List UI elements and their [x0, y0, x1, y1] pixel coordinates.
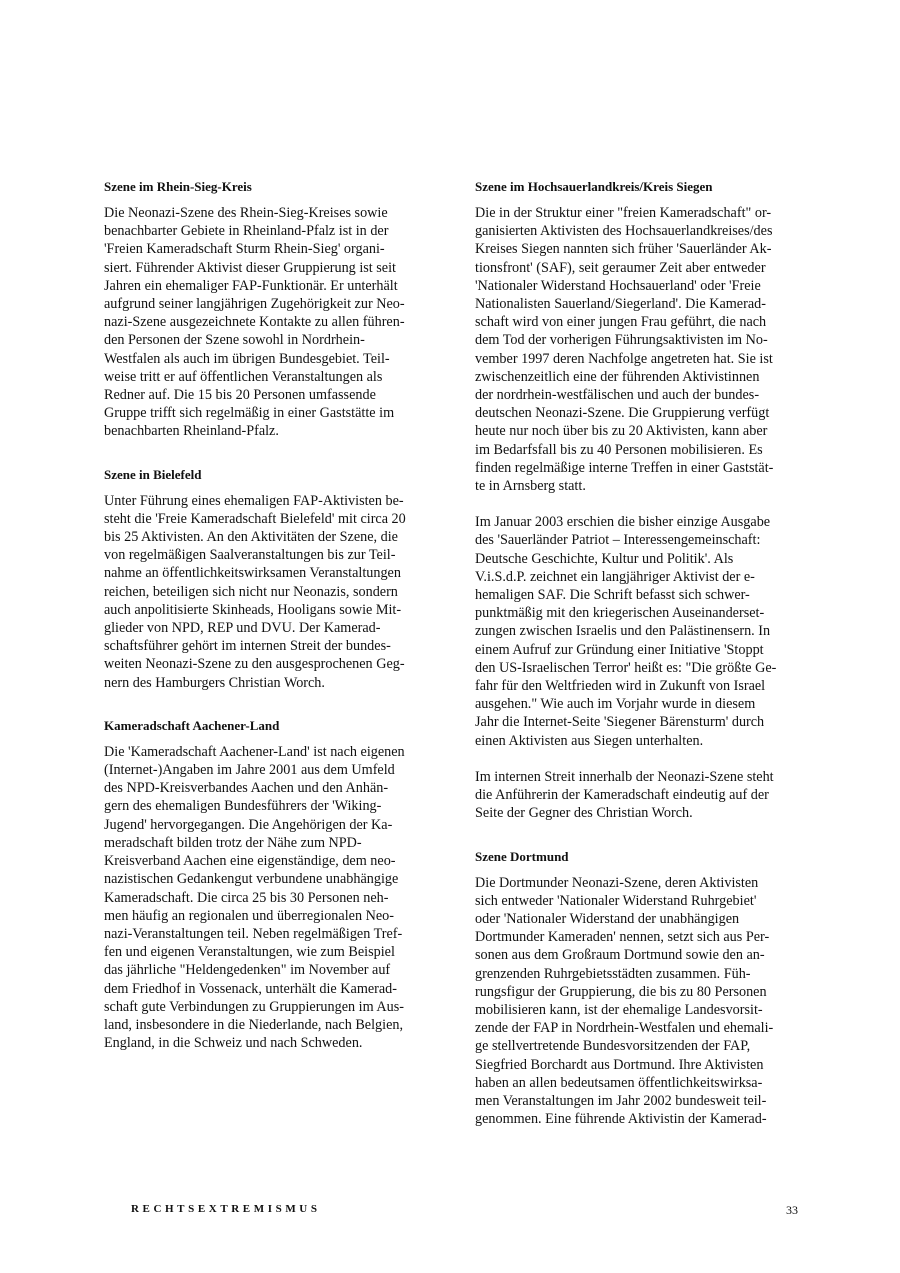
text-line: finden regelmäßige interne Treffen in einer Gaststät-: [475, 459, 774, 476]
text-line: den Personen der Szene sowohl in Nordrhein-: [104, 332, 365, 349]
text-line: zungen zwischen Israelis und den Palästinensern. In: [475, 623, 771, 640]
text-line: Redner auf. Die 15 bis 20 Personen umfassende: [104, 387, 376, 404]
text-line: men häufig an regionalen und überregionalen Neo-: [104, 907, 394, 924]
text-line: 'Nationaler Widerstand Hochsauerland' oder 'Freie: [475, 277, 761, 294]
text-line: England, in die Schweiz und nach Schweden.: [104, 1035, 363, 1052]
text-line: ganisierten Aktivisten des Hochsauerlandkreises/des: [475, 223, 773, 240]
text-line: oder 'Nationaler Widerstand der unabhängigen: [475, 910, 740, 927]
text-line: nern des Hamburgers Christian Worch.: [104, 674, 325, 691]
text-line: des 'Sauerländer Patriot – Interessengemeinschaft:: [475, 532, 761, 549]
text-line: Die Dortmunder Neonazi-Szene, deren Aktivisten: [475, 874, 759, 891]
text-line: Siegfried Borchardt aus Dortmund. Ihre Aktivisten: [475, 1056, 764, 1073]
text-line: Westfalen als auch im übrigen Bundesgebiet. Teil-: [104, 350, 390, 367]
text-line: men Veranstaltungen im Jahr 2002 bundesweit teil-: [475, 1092, 767, 1109]
text-line: von regelmäßigen Saalveranstaltungen bis zur Teil-: [104, 547, 396, 564]
text-line: nazi-Szene ausgezeichnete Kontakte zu allen führen-: [104, 314, 405, 331]
text-line: genommen. Eine führende Aktivistin der Kamerad-: [475, 1111, 767, 1128]
section: [104, 179, 426, 441]
text-line: Nationalisten Sauerland/Siegerland'. Die Kamerad-: [475, 296, 766, 313]
text-line: dem Tod der vorherigen Führungsaktivisten im No-: [475, 332, 768, 349]
page-number: 33: [786, 1203, 798, 1217]
text-line: gern des ehemaligen Bundesführers der 'Wiking-: [104, 798, 382, 815]
paragraph: [104, 492, 426, 692]
text-line: Jahren ein ehemaliger FAP-Funktionär. Er unterhält: [104, 277, 398, 294]
text-line: nazistischen Gedankengut verbundene unabhängige: [104, 871, 399, 888]
text-line: steht die 'Freie Kameradschaft Bielefeld' mit circa 20: [104, 510, 406, 527]
text-line: der nordrhein-westfälischen und auch der bundes-: [475, 387, 760, 404]
paragraph-spacer: [475, 495, 797, 513]
text-line: grenzenden Ruhrgebietsstädten zusammen. Füh-: [475, 965, 751, 982]
text-line: Im internen Streit innerhalb der Neonazi-Szene steht: [475, 768, 774, 785]
left-column: [104, 179, 426, 1052]
text-line: Unter Führung eines ehemaligen FAP-Aktivisten be-: [104, 492, 404, 509]
section-heading: Szene Dortmund: [475, 848, 569, 864]
text-line: weiten Neonazi-Szene zu den ausgesprochenen Geg-: [104, 656, 405, 673]
text-line: weise tritt er auf öffentlichen Veranstaltungen als: [104, 368, 383, 385]
text-line: reichen, beteiligen sich nicht nur Neonazis, sondern: [104, 583, 398, 600]
text-line: dem Friedhof in Vossenack, unterhält die Kamerad-: [104, 980, 397, 997]
paragraph: [475, 204, 797, 495]
text-line: Die Neonazi-Szene des Rhein-Sieg-Kreises sowie: [104, 205, 388, 221]
text-line: Kameradschaft. Die circa 25 bis 30 Personen neh-: [104, 889, 389, 906]
section: [475, 849, 797, 1129]
section: [475, 179, 797, 823]
text-line: Im Januar 2003 erschien die bisher einzige Ausgabe: [475, 514, 771, 531]
text-line: einem Aufruf zur Gründung einer Initiative 'Stoppt: [475, 641, 764, 658]
paragraph: [475, 513, 797, 750]
text-line: auch anpolitisierte Skinheads, Hooligans sowie Mit-: [104, 601, 402, 618]
text-line: siert. Führender Aktivist dieser Gruppierung ist seit: [104, 259, 396, 276]
text-line: rungsfigur der Gruppierung, die bis zu 80 Personen: [475, 983, 767, 1000]
text-line: punktmäßig mit den kriegerischen Auseinanderset-: [475, 605, 765, 622]
text-line: ge stellvertretende Bundesvorsitzenden der FAP,: [475, 1038, 751, 1055]
text-line: nahme an öffentlichkeitswirksamen Veranstaltungen: [104, 565, 401, 582]
text-line: land, insbesondere in die Niederlande, nach Belgien,: [104, 1016, 404, 1033]
text-line: fen und eigenen Veranstaltungen, wie zum Beispiel: [104, 944, 395, 961]
text-line: glieder von NPD, REP und DVU. Der Kamerad-: [104, 620, 381, 637]
section-spacer: [104, 441, 426, 467]
text-line: den US-Israelischen Terror' heißt es: "Die größte Ge-: [475, 659, 777, 676]
text-line: ausgehen." Wie auch im Vorjahr wurde in diesem: [475, 696, 756, 713]
text-line: te in Arnsberg statt.: [475, 478, 586, 495]
text-line: meradschaft bilden trotz der Nähe zum NPD-: [104, 834, 362, 851]
text-line: Die in der Struktur einer "freien Kameradschaft" or-: [475, 205, 772, 221]
text-line: 'Freien Kameradschaft Sturm Rhein-Sieg' organi-: [104, 241, 385, 258]
text-line: das jährliche "Heldengedenken" im November auf: [104, 962, 391, 979]
text-line: Kreisverband Aachen eine eigenständige, dem neo-: [104, 853, 396, 870]
text-line: benachbarten Rheinland-Pfalz.: [104, 423, 279, 440]
text-line: tionsfront' (SAF), seit geraumer Zeit aber entweder: [475, 259, 766, 276]
paragraph: [475, 874, 797, 1129]
text-line: zwischenzeitlich eine der führenden Aktivistinnen: [475, 368, 760, 385]
text-line: benachbarter Gebiete in Rheinland-Pfalz ist in der: [104, 223, 389, 240]
text-line: Deutsche Geschichte, Kultur und Politik'. Als: [475, 550, 734, 567]
text-line: Kreises Siegen nannten sich früher 'Sauerländer Ak-: [475, 241, 772, 258]
text-line: fahr für den Weltfrieden wird in Zukunft von Israel: [475, 678, 766, 695]
text-line: (Internet-)Angaben im Jahre 2001 aus dem Umfeld: [104, 762, 395, 779]
text-line: Die 'Kameradschaft Aachener-Land' ist nach eigenen: [104, 743, 405, 760]
text-line: vember 1997 deren Nachfolge angetreten hat. Sie ist: [475, 350, 773, 367]
paragraph: [104, 743, 426, 1052]
section-heading: Szene im Hochsauerlandkreis/Kreis Siegen: [475, 179, 713, 194]
paragraph: [104, 204, 426, 441]
text-line: einen Aktivisten aus Siegen unterhalten.: [475, 732, 704, 749]
text-line: des NPD-Kreisverbandes Aachen und den Anhän-: [104, 780, 389, 797]
section-heading: Szene im Rhein-Sieg-Kreis: [104, 179, 252, 194]
text-line: Gruppe trifft sich regelmäßig in einer Gaststätte im: [104, 405, 395, 422]
text-line: im Bedarfsfall bis zu 40 Personen mobilisieren. Es: [475, 441, 763, 458]
text-line: die Anführerin der Kameradschaft eindeutig auf der: [475, 787, 769, 804]
text-line: schaft wird von einer jungen Frau geführt, die nach: [475, 314, 767, 331]
text-line: schaft gute Verbindungen zu Gruppierungen im Aus-: [104, 998, 404, 1015]
text-line: mobilisieren kann, ist der ehemalige Landesvorsit-: [475, 1001, 763, 1018]
text-line: bis 25 Aktivisten. An den Aktivitäten der Szene, die: [104, 529, 398, 546]
section-spacer: [475, 823, 797, 849]
footer-label: RECHTSEXTREMISMUS: [131, 1203, 321, 1215]
text-line: Dortmunder Kameraden' nennen, setzt sich aus Per-: [475, 929, 770, 946]
paragraph-spacer: [475, 750, 797, 768]
text-line: haben an allen bedeutsamen öffentlichkeitswirksa-: [475, 1074, 763, 1091]
text-line: aufgrund seiner langjährigen Zugehörigkeit zur Neo-: [104, 296, 405, 313]
right-column: [475, 179, 797, 1128]
text-line: zende der FAP in Nordrhein-Westfalen und ehemali-: [475, 1020, 774, 1037]
text-line: nazi-Veranstaltungen teil. Neben regelmäßigen Tref-: [104, 925, 403, 942]
text-line: V.i.S.d.P. zeichnet ein langjähriger Aktivist der e-: [475, 568, 755, 585]
section: [104, 718, 426, 1052]
text-line: schaftsführer gehört im internen Streit der bundes-: [104, 638, 391, 655]
section-spacer: [104, 692, 426, 718]
text-line: hemaligen SAF. Die Schrift befasst sich schwer-: [475, 587, 750, 604]
text-line: sich entweder 'Nationaler Widerstand Ruhrgebiet': [475, 892, 757, 909]
text-line: Seite der Gegner des Christian Worch.: [475, 805, 693, 822]
section-heading: Kameradschaft Aachener-Land: [104, 717, 280, 733]
paragraph: [475, 768, 797, 823]
text-line: sonen aus dem Großraum Dortmund sowie den an-: [475, 947, 765, 964]
text-line: heute nur noch über bis zu 20 Aktivisten, kann aber: [475, 423, 768, 440]
section: [104, 467, 426, 692]
text-line: Jugend' hervorgegangen. Die Angehörigen der Ka-: [104, 816, 393, 833]
text-line: Jahr die Internet-Seite 'Siegener Bärensturm' durch: [475, 714, 765, 731]
section-heading: Szene in Bielefeld: [104, 466, 202, 482]
text-line: deutschen Neonazi-Szene. Die Gruppierung verfügt: [475, 405, 770, 422]
